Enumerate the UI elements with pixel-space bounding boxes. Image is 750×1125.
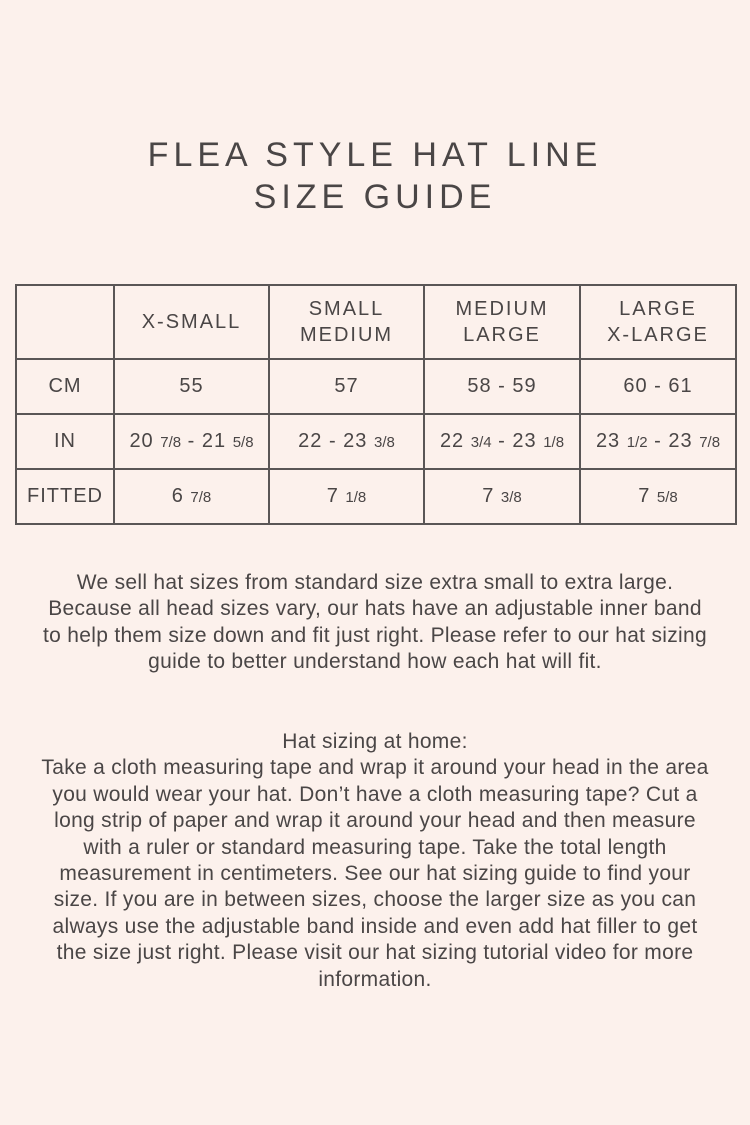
header-cell-empty bbox=[16, 285, 114, 359]
header-label: LARGE bbox=[463, 324, 541, 346]
cell-in-large-xlarge bbox=[580, 414, 736, 469]
header-label: SMALL bbox=[308, 298, 385, 320]
header-cell-small-medium bbox=[269, 285, 424, 359]
row-label-cm: CM bbox=[16, 359, 114, 414]
table-row-in bbox=[16, 414, 736, 469]
home-sizing-section bbox=[40, 729, 710, 993]
value-main: 6 bbox=[171, 485, 184, 507]
cell-fitted-medium-large bbox=[424, 469, 580, 524]
page-subtitle: SIZE GUIDE bbox=[253, 178, 497, 216]
value-main: 22 bbox=[439, 430, 465, 452]
page-title: FLEA STYLE HAT LINE bbox=[147, 136, 603, 174]
cell-in-xsmall bbox=[114, 414, 269, 469]
value-range-end: - 21 bbox=[181, 430, 227, 452]
value-fraction: 3/8 bbox=[373, 434, 395, 451]
value-range-end: - 23 bbox=[647, 430, 693, 452]
value-fraction: 1/2 bbox=[626, 434, 648, 451]
cell-fitted-small-medium bbox=[269, 469, 424, 524]
value-main: 23 bbox=[595, 430, 621, 452]
header-cell-medium-large bbox=[424, 285, 580, 359]
value-fraction: 3/4 bbox=[470, 434, 492, 451]
value-main: 7 bbox=[638, 485, 651, 507]
value-fraction: 3/8 bbox=[500, 489, 522, 506]
header-label: X-LARGE bbox=[607, 324, 709, 346]
cell-cm-large-xlarge: 60 - 61 bbox=[580, 359, 736, 414]
value-main: 22 - 23 bbox=[298, 430, 368, 452]
intro-paragraph: We sell hat sizes from standard size extra small to extra large. Because all head sizes vary, our hats have an adjustable inner band to help them size down and fit just right. Please refer to our hat sizing guide to better understand how each hat will fit. bbox=[43, 571, 707, 674]
cell-fitted-large-xlarge bbox=[580, 469, 736, 524]
value-fraction: 7/8 bbox=[190, 489, 212, 506]
header-label: LARGE bbox=[619, 298, 697, 320]
value-fraction: 5/8 bbox=[656, 489, 678, 506]
cell-in-small-medium bbox=[269, 414, 424, 469]
cell-in-medium-large bbox=[424, 414, 580, 469]
table-header-row bbox=[16, 285, 736, 359]
table-row-fitted bbox=[16, 469, 736, 524]
cell-cm-xsmall: 55 bbox=[114, 359, 269, 414]
size-guide-table bbox=[15, 284, 737, 525]
value-fraction: 1/8 bbox=[345, 489, 367, 506]
home-sizing-heading: Hat sizing at home: bbox=[282, 730, 468, 753]
row-label-in: IN bbox=[16, 414, 114, 469]
cell-cm-medium-large: 58 - 59 bbox=[424, 359, 580, 414]
value-fraction: 7/8 bbox=[160, 434, 182, 451]
cell-cm-small-medium: 57 bbox=[269, 359, 424, 414]
header-cell-large-xlarge bbox=[580, 285, 736, 359]
value-main: 20 bbox=[129, 430, 154, 452]
home-sizing-paragraph: Take a cloth measuring tape and wrap it around your head in the area you would wear your hat. Don’t have a cloth measuring tape? Cut a long strip of paper and wrap it around your head and then measure with a ruler or standard measuring tape. Take the total length measurement in centimeters. See our hat sizing guide to find your size. If you are in between sizes, choose the larger size as you can always use the adjustable band inside and even add hat filler to get the size just right. Please visit our hat sizing tutorial video for more information. bbox=[41, 756, 709, 991]
value-main: 7 bbox=[326, 485, 339, 507]
header-label: X-SMALL bbox=[141, 311, 242, 333]
table-row-cm bbox=[16, 359, 736, 414]
cell-fitted-xsmall bbox=[114, 469, 269, 524]
row-label-fitted: FITTED bbox=[16, 469, 114, 524]
value-fraction: 5/8 bbox=[232, 434, 254, 451]
header-label: MEDIUM bbox=[299, 324, 394, 346]
value-fraction: 7/8 bbox=[699, 434, 721, 451]
value-range-end: - 23 bbox=[491, 430, 537, 452]
header-label: MEDIUM bbox=[455, 298, 549, 320]
value-main: 7 bbox=[482, 485, 495, 507]
header-cell-xsmall bbox=[114, 285, 269, 359]
value-fraction: 1/8 bbox=[543, 434, 565, 451]
